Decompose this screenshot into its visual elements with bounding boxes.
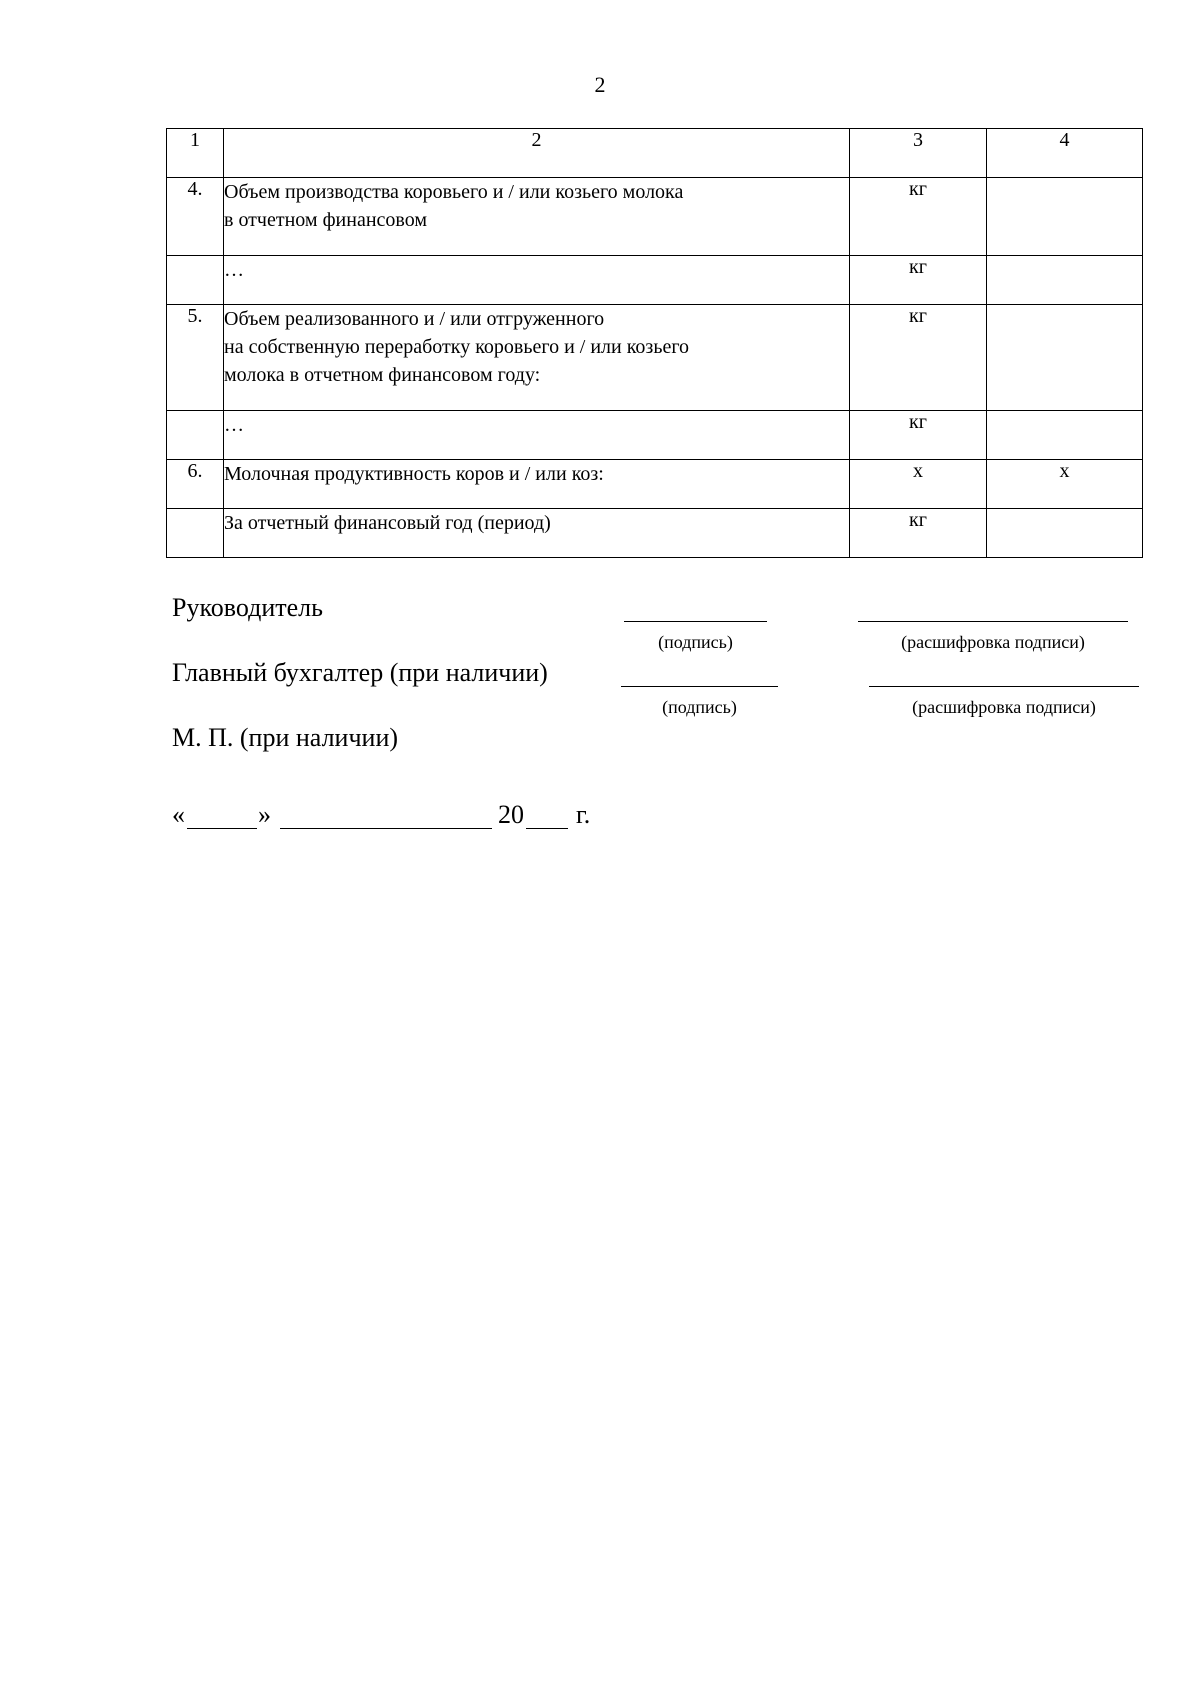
table-row [167, 305, 1143, 411]
row-value [987, 509, 1143, 558]
row-value [987, 256, 1143, 305]
row-indicator-name [224, 411, 850, 460]
date-open-quote: « [172, 800, 185, 829]
data-table [166, 128, 1143, 558]
date-year-suffix: г. [576, 800, 591, 829]
column-header-3: 3 [850, 129, 987, 178]
row-number [167, 256, 224, 305]
row-indicator-line: Объем реализованного и / или отгруженного [224, 308, 605, 330]
table-row [167, 411, 1143, 460]
head-decryption-line[interactable] [858, 621, 1128, 622]
date-month-blank[interactable] [280, 828, 492, 829]
row-unit: кг [850, 178, 987, 256]
head-decryption-caption: (расшифровка подписи) [901, 632, 1085, 652]
seal-label: М. П. (при наличии) [172, 723, 399, 752]
row-indicator-line: За отчетный финансовый год (период) [224, 512, 551, 534]
head-label: Руководитель [172, 593, 323, 622]
row-unit: х [850, 460, 987, 509]
row-indicator-line: Молочная продуктивность коров и / или коз: [224, 463, 604, 485]
chief-accountant-signature-line[interactable] [621, 686, 778, 687]
date-year-blank[interactable] [526, 828, 568, 829]
row-number [167, 509, 224, 558]
row-indicator-line: Объем производства коровьего и / или козьего молока [224, 181, 684, 203]
row-unit: кг [850, 256, 987, 305]
date-row [172, 800, 772, 834]
date-close-quote: » [258, 800, 271, 829]
table-header-row [167, 129, 1143, 178]
row-unit: кг [850, 305, 987, 411]
column-header-1: 1 [167, 129, 224, 178]
date-year-prefix: 20 [498, 800, 524, 829]
table-row [167, 460, 1143, 509]
row-number: 4. [167, 178, 224, 256]
row-indicator-name [224, 305, 850, 411]
row-value: х [987, 460, 1143, 509]
row-unit: кг [850, 509, 987, 558]
row-indicator-line: молока в отчетном финансовом году: [224, 364, 541, 386]
row-indicator-name [224, 509, 850, 558]
row-number: 6. [167, 460, 224, 509]
chief-accountant-label: Главный бухгалтер (при наличии) [172, 658, 548, 687]
chief-accountant-decryption-caption: (расшифровка подписи) [912, 697, 1096, 717]
row-unit: кг [850, 411, 987, 460]
row-indicator-name [224, 256, 850, 305]
row-indicator-line: … [224, 414, 244, 436]
column-header-2: 2 [224, 129, 850, 178]
row-indicator-line: … [224, 259, 244, 281]
row-value [987, 305, 1143, 411]
head-signature-line[interactable] [624, 621, 767, 622]
table-row [167, 178, 1143, 256]
row-value [987, 178, 1143, 256]
row-indicator-name [224, 460, 850, 509]
page-number: 2 [594, 72, 606, 97]
table-row [167, 256, 1143, 305]
date-day-blank[interactable] [187, 828, 257, 829]
table-row [167, 509, 1143, 558]
row-number [167, 411, 224, 460]
chief-accountant-signature-caption: (подпись) [662, 697, 737, 717]
row-indicator-name [224, 178, 850, 256]
row-number: 5. [167, 305, 224, 411]
head-signature-caption: (подпись) [658, 632, 733, 652]
row-value [987, 411, 1143, 460]
chief-accountant-decryption-line[interactable] [869, 686, 1139, 687]
column-header-4: 4 [987, 129, 1143, 178]
row-indicator-line: на собственную переработку коровьего и / или козьего [224, 336, 690, 358]
row-indicator-line: в отчетном финансовом [224, 209, 427, 231]
